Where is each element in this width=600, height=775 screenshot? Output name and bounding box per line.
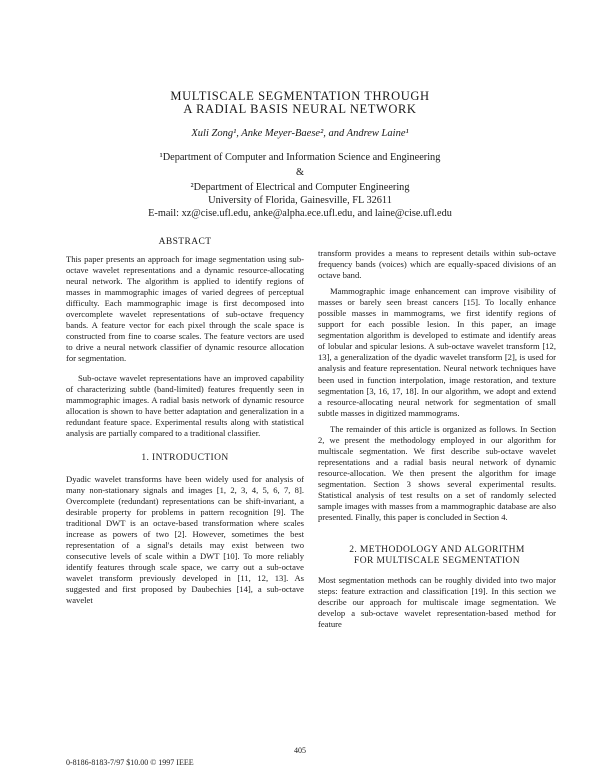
- author-list: Xuli Zong¹, Anke Meyer-Baese², and Andrew Laine¹: [191, 128, 409, 139]
- right-column: [318, 248, 556, 630]
- affiliation-1: ¹Department of Computer and Information Science and Engineering: [159, 152, 441, 163]
- paper-title: [0, 90, 600, 116]
- copyright-line: 0-8186-8183-7/97 $10.00 © 1997 IEEE: [66, 758, 194, 767]
- title-line-1: MULTISCALE SEGMENTATION THROUGH: [170, 89, 430, 103]
- section-2-heading-line-1: 2. METHODOLOGY AND ALGORITHM: [349, 545, 525, 556]
- email-line: E-mail: xz@cise.ufl.edu, anke@alpha.ece.ufl.edu, and laine@cise.ufl.edu: [148, 208, 452, 219]
- section-2-heading: [318, 545, 556, 567]
- introduction-heading: 1. INTRODUCTION: [141, 452, 229, 463]
- abstract-paragraph-1: This paper presents an approach for image segmentation using sub-octave wavelet representations and a dynamic resource-allocating neural network. The algorithm is applied to identify regions of masses in mammographic images of varied degrees of perceptual difficulty. Each mammographic image is first decomposed into overcomplete wavelet representations of sub-octave frequency bands. A feature vector for each pixel through the scale space is constructed from fine to coarse scales. The feature vectors are used to drive a neural network classifier of dynamic resource allocation for segmentation.: [66, 254, 304, 364]
- right-paragraph-3: The remainder of this article is organized as follows. In Section 2, we present the methodology employed in our algorithm for multiscale segmentation. We first describe sub-octave wavelet representations and a radial basis neural network of dynamic resource-allocation. We then present the algorithm for image segmentation. Section 3 shows several experimental results. Statistical analysis of test results on a set of randomly selected sample images with masses from a mammographic database are also presented. Finally, this paper is concluded in Section 4.: [318, 423, 556, 523]
- title-line-2: A RADIAL BASIS NEURAL NETWORK: [183, 102, 417, 116]
- right-paragraph-1: transform provides a means to represent details within sub-octave frequency bands (voices) which are equally-spaced divisions of an octave band.: [318, 248, 556, 281]
- right-paragraph-2: Mammographic image enhancement can improve visibility of masses or barely seen breast cancers [15]. To locally enhance possible masses in mammograms, we first identify regions of support for each possible lesion. In this paper, an image segmentation algorithm is developed to estimate and identify areas of lobular and spicular lesions. A sub-octave wavelet transform [12, 13], a generalization of the dyadic wavelet transform [2], is used for analysis and feature representation. Neural network techniques have been used in function interpolation, image restoration, and texture segmentation [3, 16, 17, 18]. In our algorithm, we adopt and extend a resource-allocating neural network for segmentation of small subtle masses in digitized mammograms.: [318, 286, 556, 418]
- abstract-heading: ABSTRACT: [158, 237, 212, 247]
- page-number: 405: [294, 746, 306, 755]
- abstract-paragraph-2: Sub-octave wavelet representations have an improved capability of characterizing subtle (band-limited) features frequently seen in mammographic images. A radial basis network of dynamic resource allocation is shown to have better adaptation and generalization in a redundant feature space. Experimental results along with statistical analysis are partially compared to a traditional classifier.: [66, 372, 304, 438]
- affiliation-separator: &: [295, 167, 304, 178]
- introduction-paragraph-1: Dyadic wavelet transforms have been widely used for analysis of many non-stationary signals and images [1, 2, 3, 4, 5, 6, 7, 8]. Overcomplete (redundant) representations can be shift-invariant, a desirable property for problems in pattern recognition [9]. The traditional DWT is an octave-based transformation where scales increase as powers of two [2]. However, sometimes the best representation of a signal's details may exist between two consecutive levels of scale within a DWT [10]. To more reliably identify features through scale space, we carry out a sub-octave wavelet transform previously developed in [11, 12, 13]. As suggested and first proposed by Daubechies [14], a sub-octave wavelet: [66, 473, 304, 606]
- left-column: [66, 237, 304, 606]
- university: University of Florida, Gainesville, FL 32611: [208, 195, 392, 206]
- section-2-paragraph-1: Most segmentation methods can be roughly divided into two major steps: feature extraction and classification [19]. In this section we describe our approach for multiscale image segmentation. We develop a sub-octave wavelet representation-based method for feature: [318, 575, 556, 630]
- affiliation-2: ²Department of Electrical and Computer Engineering: [190, 182, 410, 193]
- section-2-heading-line-2: FOR MULTISCALE SEGMENTATION: [354, 556, 520, 567]
